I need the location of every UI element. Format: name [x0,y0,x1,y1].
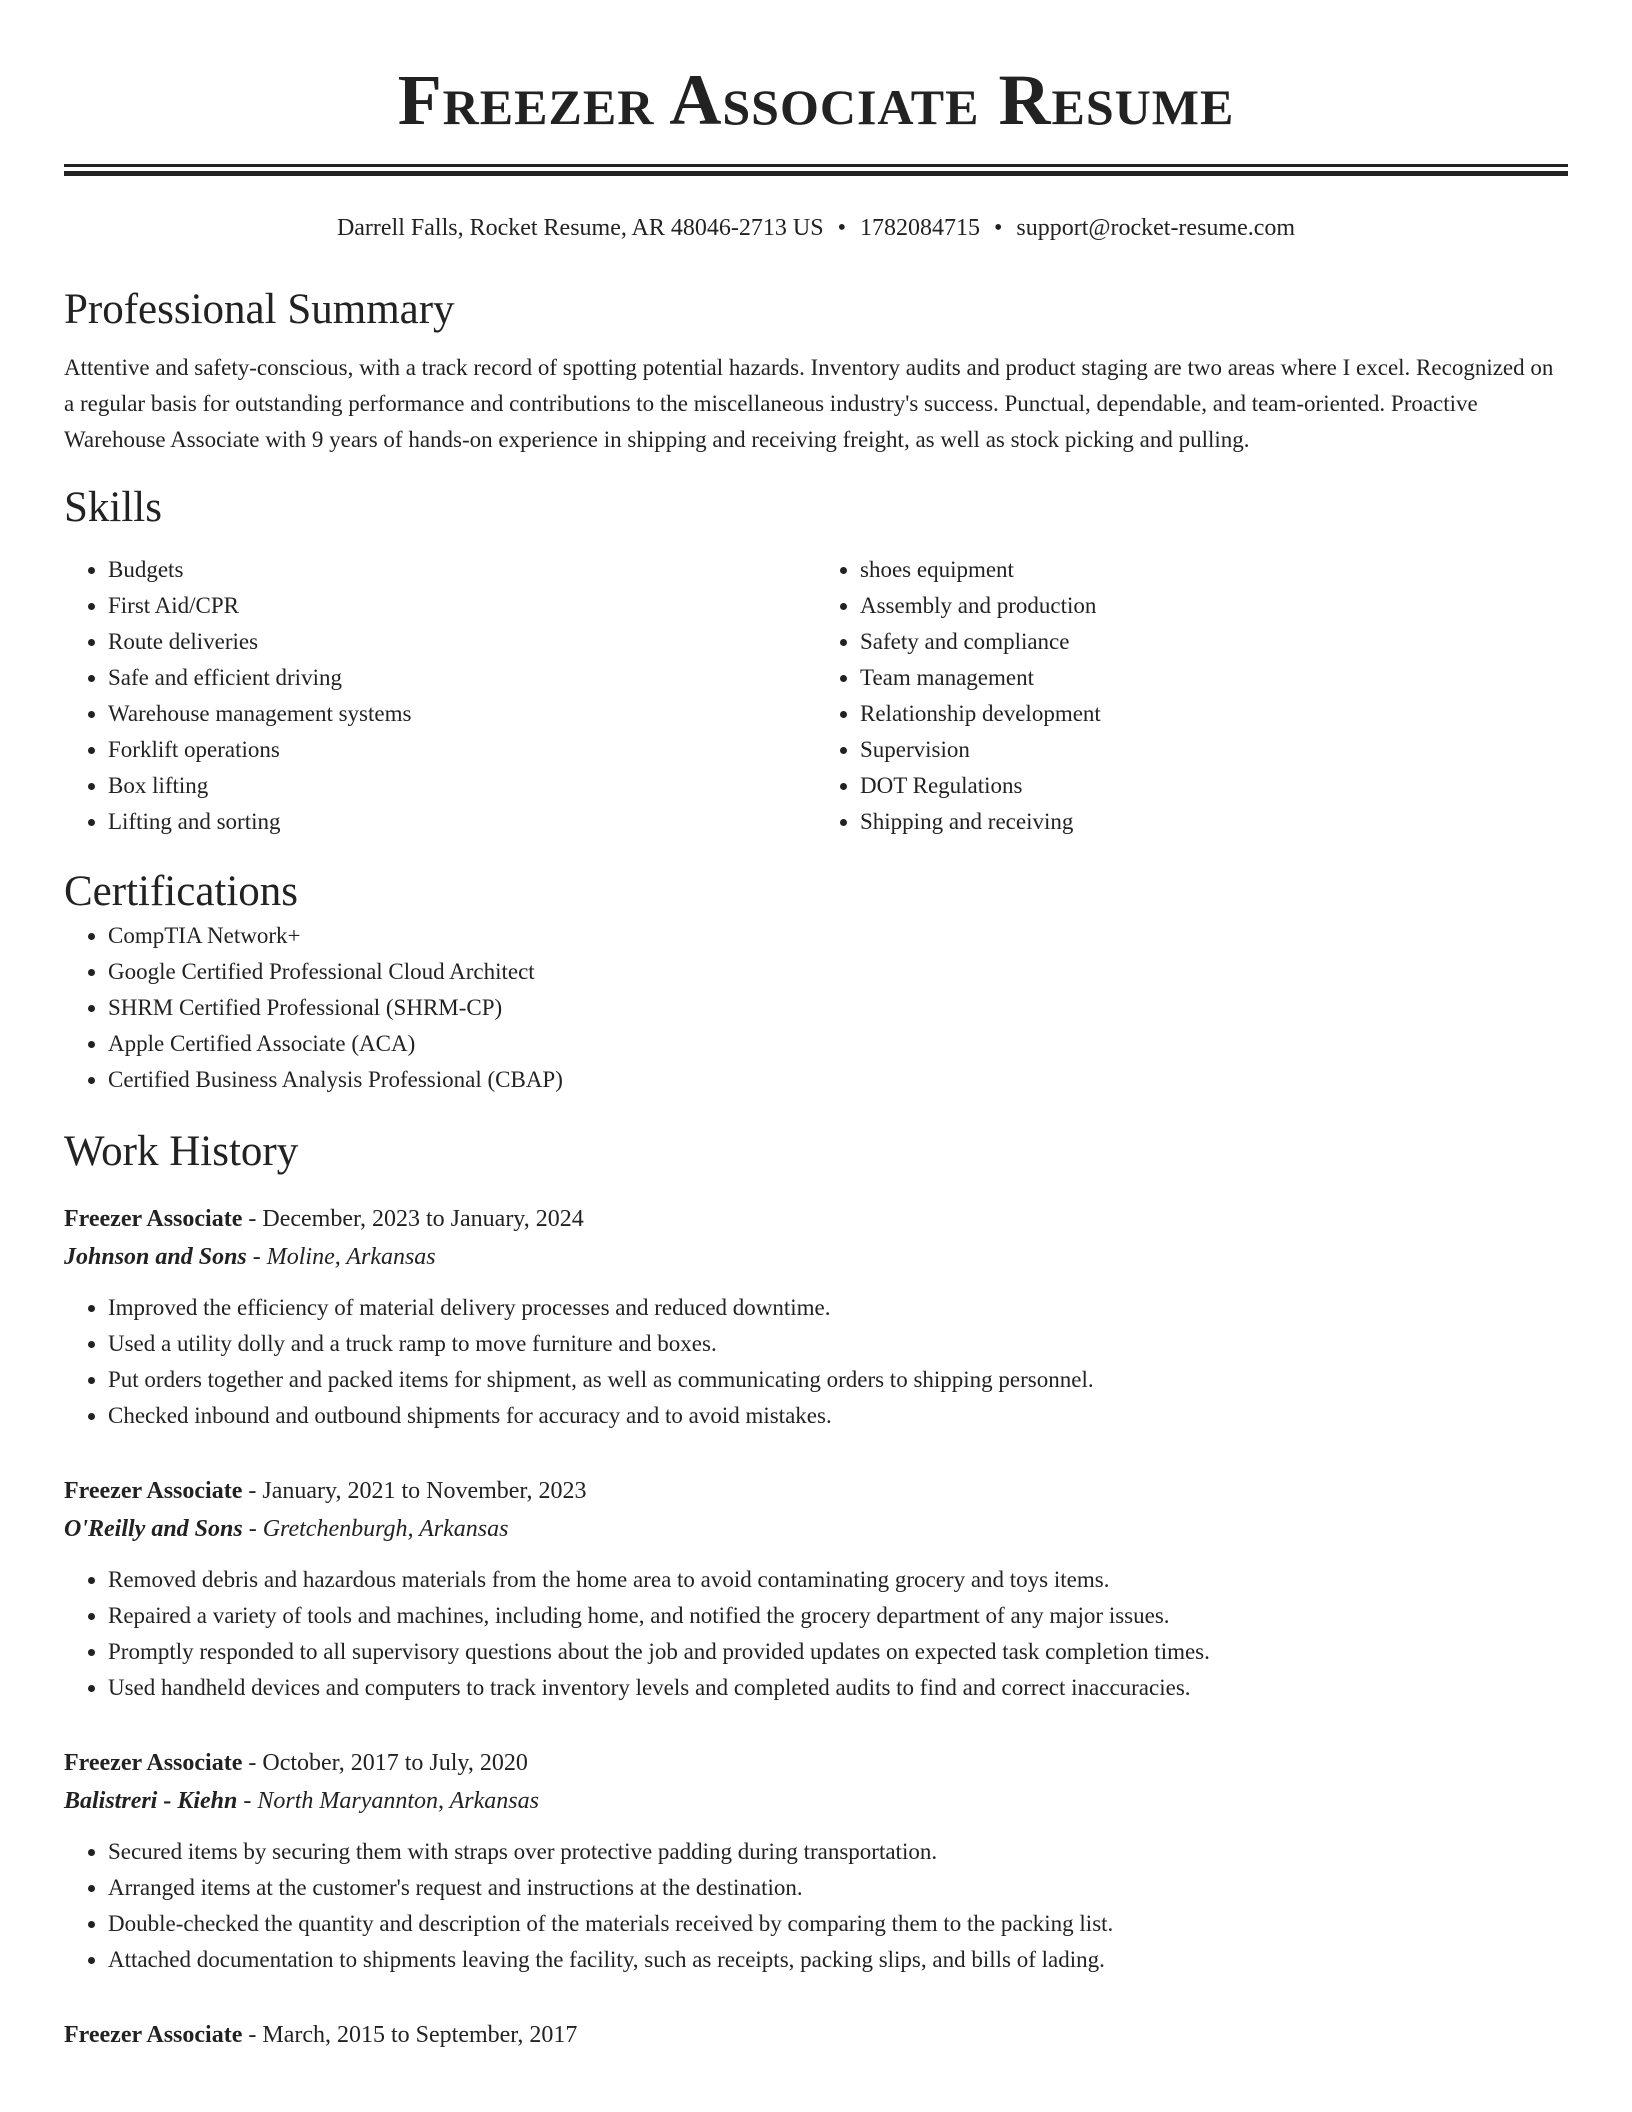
job-title-line [64,2016,1568,2054]
job-dash: - [246,1244,267,1270]
skill-item: • DOT Regulations [860,768,1568,804]
job-duty-item: • Used handheld devices and computers to track inventory levels and completed audits to find and correct inaccuracies. [108,1670,1568,1706]
job-duty-item: • Double-checked the quantity and description of the materials received by comparing them to the packing list. [108,1906,1568,1942]
job-dates: March, 2015 to September, 2017 [262,2022,578,2048]
job-title-line [64,1200,1568,1238]
job-entry [64,1200,1568,1434]
skill-item: • Shipping and receiving [860,804,1568,840]
job-company: Johnson and Sons [64,1244,247,1270]
job-company-line [64,1782,1568,1820]
job-title-line [64,1472,1568,1510]
contact-separator: • [993,215,1003,241]
contact-line [64,212,1568,244]
job-duty-item: • Used a utility dolly and a truck ramp to move furniture and boxes. [108,1326,1568,1362]
job-duty-item: • Put orders together and packed items for shipment, as well as communicating orders to shipping personnel. [108,1362,1568,1398]
certification-item: • Apple Certified Associate (ACA) [108,1026,1568,1062]
job-role: Freezer Associate [64,1750,243,1776]
job-duties-list [64,1562,1568,1706]
job-role: Freezer Associate [64,1206,243,1232]
job-company: O'Reilly and Sons [64,1516,243,1542]
skill-item: • Route deliveries [108,624,816,660]
job-duty-item: • Checked inbound and outbound shipments for accuracy and to avoid mistakes. [108,1398,1568,1434]
job-duty-item: • Arranged items at the customer's request and instructions at the destination. [108,1870,1568,1906]
summary-text: Attentive and safety-conscious, with a track record of spotting potential hazards. Inventory audits and product staging are two areas where I excel. Recognized on a regular basis for outstanding performance and contributions to the miscellaneous industry's success. Punctual, dependable, and team-oriented. Proactive Warehouse Associate with 9 years of hands-on experience in shipping and receiving freight, as well as stock picking and pulling. [64,355,1554,452]
skills-right-list [816,552,1568,840]
job-dash: - [242,1516,263,1542]
certification-item: • SHRM Certified Professional (SHRM-CP) [108,990,1568,1026]
job-dash: - [242,1478,263,1504]
certifications-heading: Certifications [64,868,299,915]
job-duty-item: • Promptly responded to all supervisory questions about the job and provided updates on expected task completion times. [108,1634,1568,1670]
contact-email: support@rocket-resume.com [1016,215,1296,241]
job-role: Freezer Associate [64,1478,243,1504]
skill-item: • Warehouse management systems [108,696,816,732]
skill-item: • shoes equipment [860,552,1568,588]
job-company-line [64,1510,1568,1548]
certifications-list [64,918,1568,1098]
resume-title: Freezer Associate Resume [397,60,1235,140]
skill-item: • Assembly and production [860,588,1568,624]
job-duties-list [64,1834,1568,1978]
job-dash: - [242,1206,263,1232]
certification-item: • Certified Business Analysis Professional (CBAP) [108,1062,1568,1098]
job-location: Moline, Arkansas [266,1244,436,1270]
certification-item: • Google Certified Professional Cloud Architect [108,954,1568,990]
job-role: Freezer Associate [64,2022,243,2048]
job-title-line [64,1744,1568,1782]
job-entry [64,1472,1568,1706]
job-duty-item: • Attached documentation to shipments leaving the facility, such as receipts, packing slips, and bills of lading. [108,1942,1568,1978]
skill-item: • Forklift operations [108,732,816,768]
contact-phone: 1782084715 [859,215,980,241]
job-duty-item: • Repaired a variety of tools and machines, including home, and notified the grocery department of any major issues. [108,1598,1568,1634]
job-company: Balistreri - Kiehn [64,1788,238,1814]
skill-item: • First Aid/CPR [108,588,816,624]
job-dash: - [242,2022,263,2048]
skill-item: • Team management [860,660,1568,696]
job-entry [64,1744,1568,1978]
skill-item: • Supervision [860,732,1568,768]
job-company-line [64,1238,1568,1276]
skill-item: • Safe and efficient driving [108,660,816,696]
job-entry [64,2016,1568,2054]
skills-left-list [64,552,816,840]
summary-heading: Professional Summary [64,286,455,333]
job-duties-list [64,1290,1568,1434]
job-dash: - [242,1750,263,1776]
skill-item: • Relationship development [860,696,1568,732]
contact-separator: • [837,215,846,241]
job-dates: December, 2023 to January, 2024 [262,1206,584,1232]
skill-item: • Lifting and sorting [108,804,816,840]
skill-item: • Safety and compliance [860,624,1568,660]
work-history-heading: Work History [64,1128,299,1175]
work-history-list [64,1200,1568,2054]
skill-item: • Box lifting [108,768,816,804]
job-location: North Maryannton, Arkansas [257,1788,539,1814]
certification-item: • CompTIA Network+ [108,918,1568,954]
title-divider [64,164,1568,176]
skill-item: • Budgets [108,552,816,588]
job-duty-item: • Secured items by securing them with straps over protective padding during transportation. [108,1834,1568,1870]
job-duty-item: • Removed debris and hazardous materials from the home area to avoid contaminating grocery and toys items. [108,1562,1568,1598]
skills-columns [64,552,1568,840]
job-location: Gretchenburgh, Arkansas [262,1516,509,1542]
contact-address: Darrell Falls, Rocket Resume, AR 48046-2713 US [336,215,824,241]
skills-heading: Skills [64,484,162,531]
job-dash: - [237,1788,258,1814]
job-dates: October, 2017 to July, 2020 [262,1750,528,1776]
job-dates: January, 2021 to November, 2023 [262,1478,587,1504]
job-duty-item: • Improved the efficiency of material delivery processes and reduced downtime. [108,1290,1568,1326]
